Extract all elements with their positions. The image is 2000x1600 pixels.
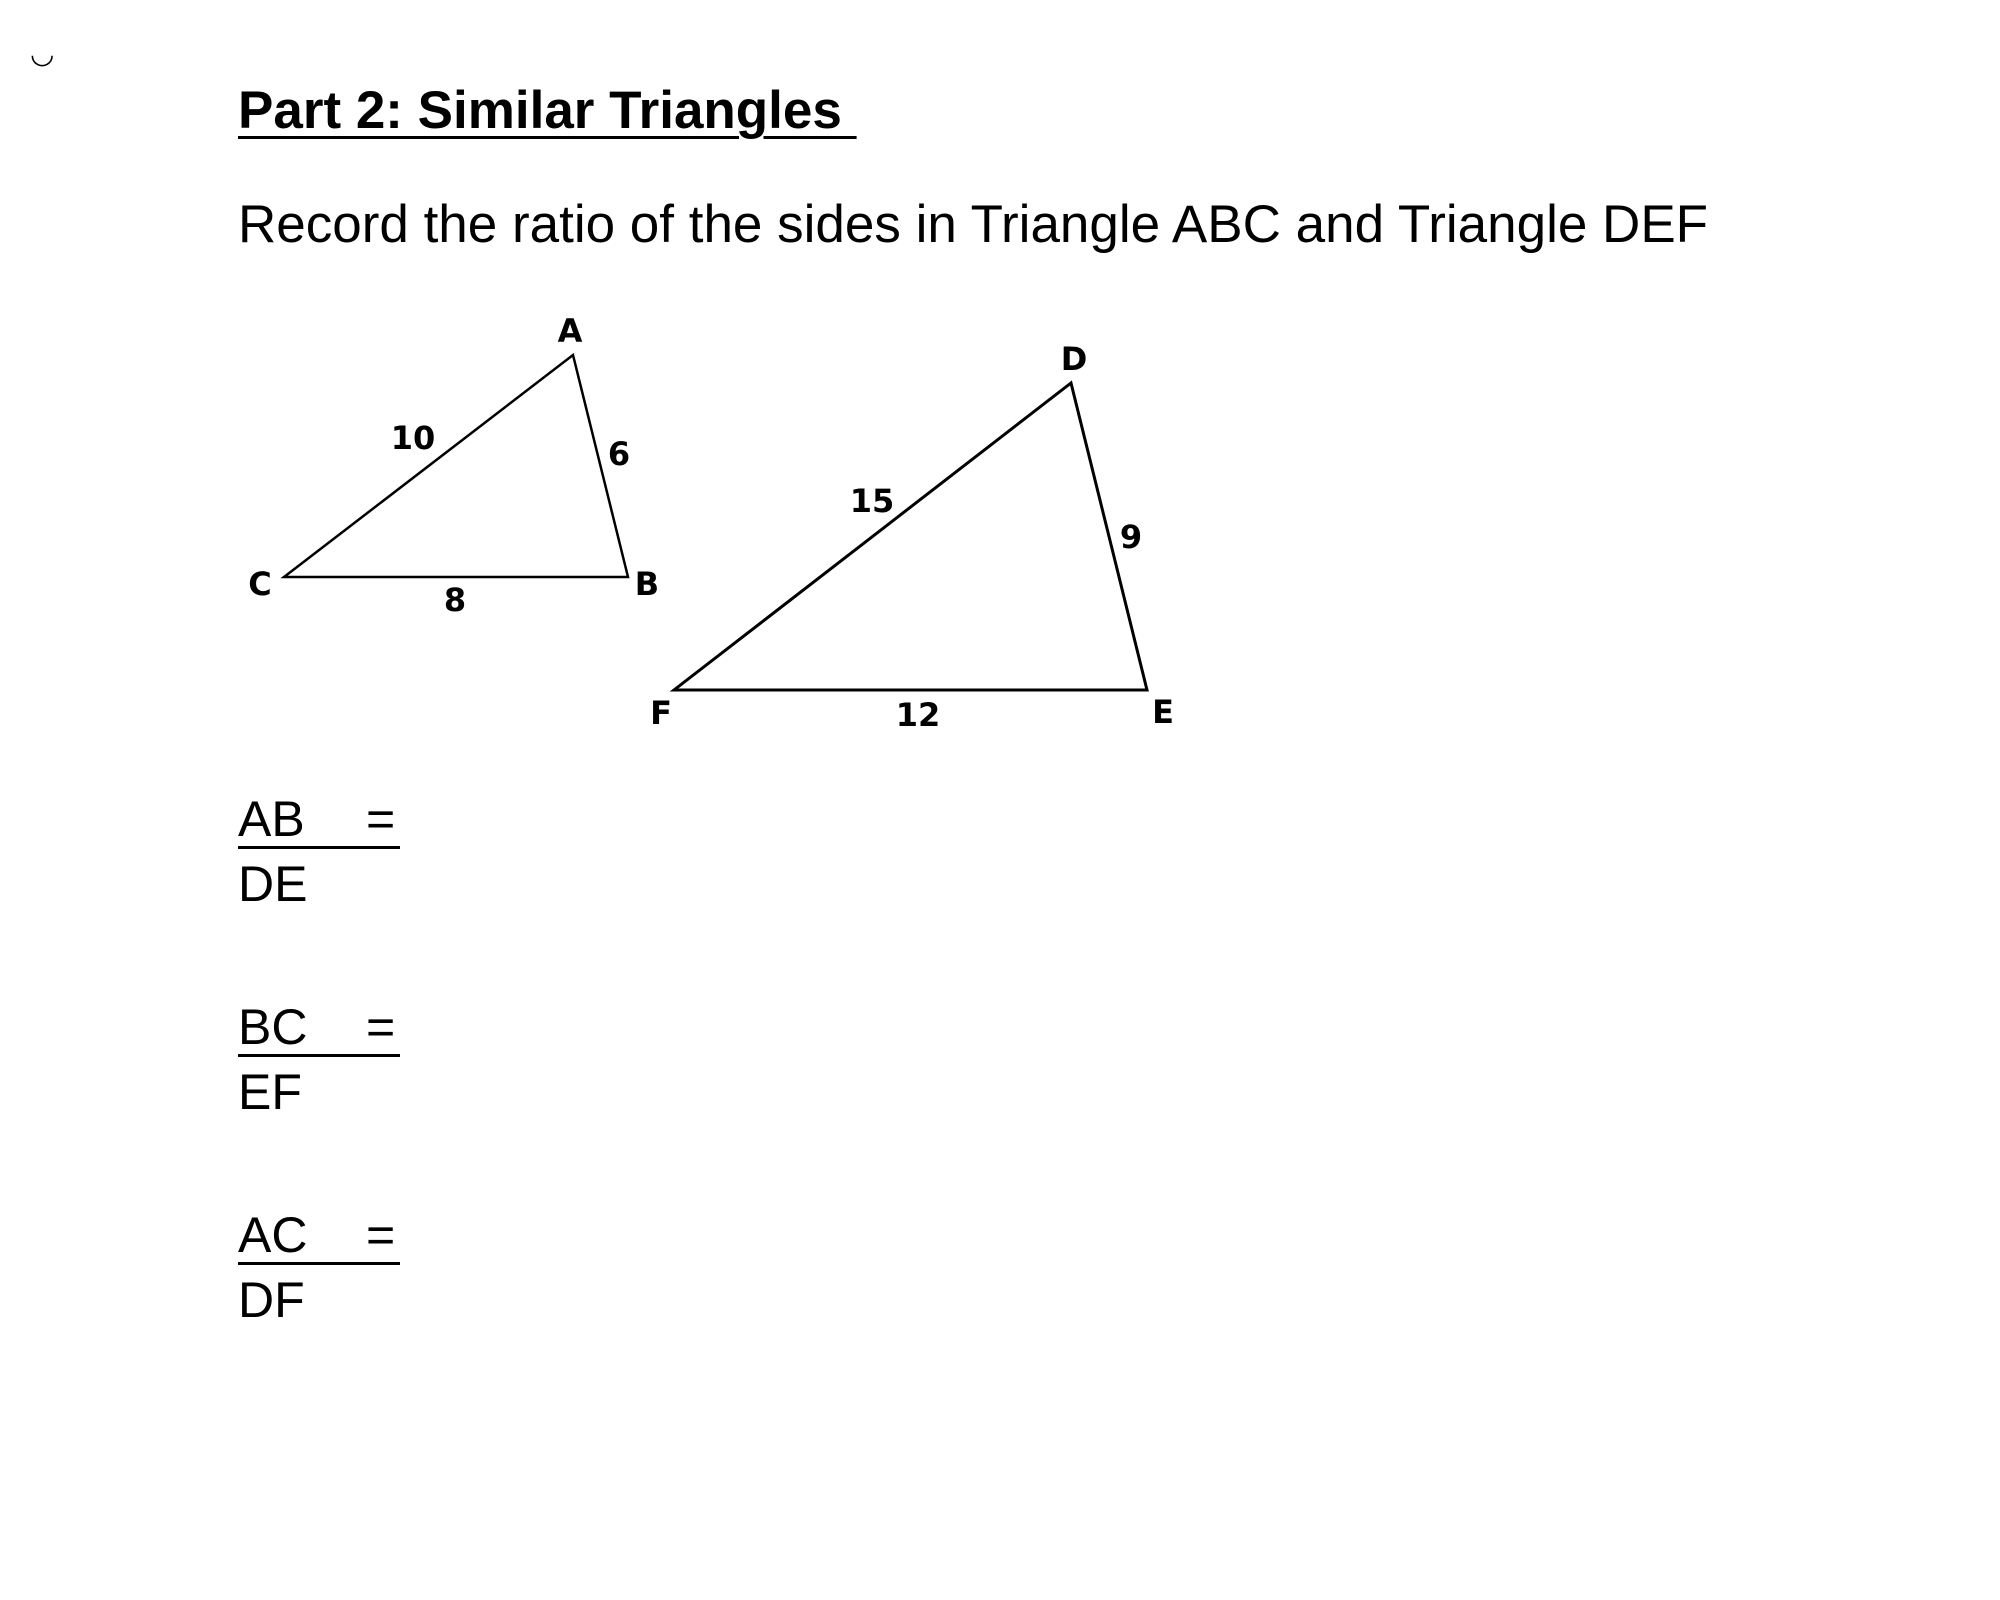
triangle-abc — [284, 355, 631, 577]
equals-sign: = — [366, 999, 396, 1055]
side-label-fe: 12 — [895, 696, 941, 734]
ratio-denominator: DE — [238, 856, 308, 912]
vertex-label-e: E — [1152, 693, 1174, 731]
vertex-label-d: D — [1060, 340, 1088, 378]
ratio-numerator-row — [238, 788, 400, 849]
instruction-text: Record the ratio of the sides in Triangle ABC and Triangle DEF — [238, 195, 1709, 254]
corner-mark: ◡ — [30, 38, 55, 69]
vertex-label-c: C — [248, 565, 272, 603]
triangle-def — [674, 383, 1147, 690]
ratio-numerator-row — [238, 996, 400, 1057]
side-label-ca: 10 — [390, 419, 436, 457]
ratio-numerator: AC — [238, 1207, 308, 1263]
side-label-cb: 8 — [443, 581, 467, 619]
ratio-numerator-row — [238, 1204, 400, 1265]
ratio-denominator: EF — [238, 1064, 302, 1120]
vertex-label-a: A — [557, 312, 583, 350]
vertex-label-f: F — [650, 694, 672, 732]
ratio-numerator: AB — [238, 791, 305, 847]
side-label-fd: 15 — [849, 482, 895, 520]
ratio-denominator: DF — [238, 1272, 305, 1328]
equals-sign: = — [366, 791, 396, 847]
side-label-de: 9 — [1119, 518, 1143, 556]
ratio-numerator: BC — [238, 999, 308, 1055]
side-label-ab: 6 — [607, 435, 631, 473]
ratio-ac-df — [238, 1204, 418, 1328]
ratio-ab-de — [238, 788, 418, 912]
equals-sign: = — [366, 1207, 396, 1263]
ratio-bc-ef — [238, 996, 418, 1120]
vertex-label-b: B — [634, 565, 660, 603]
page-title: Part 2: Similar Triangles — [238, 81, 857, 140]
